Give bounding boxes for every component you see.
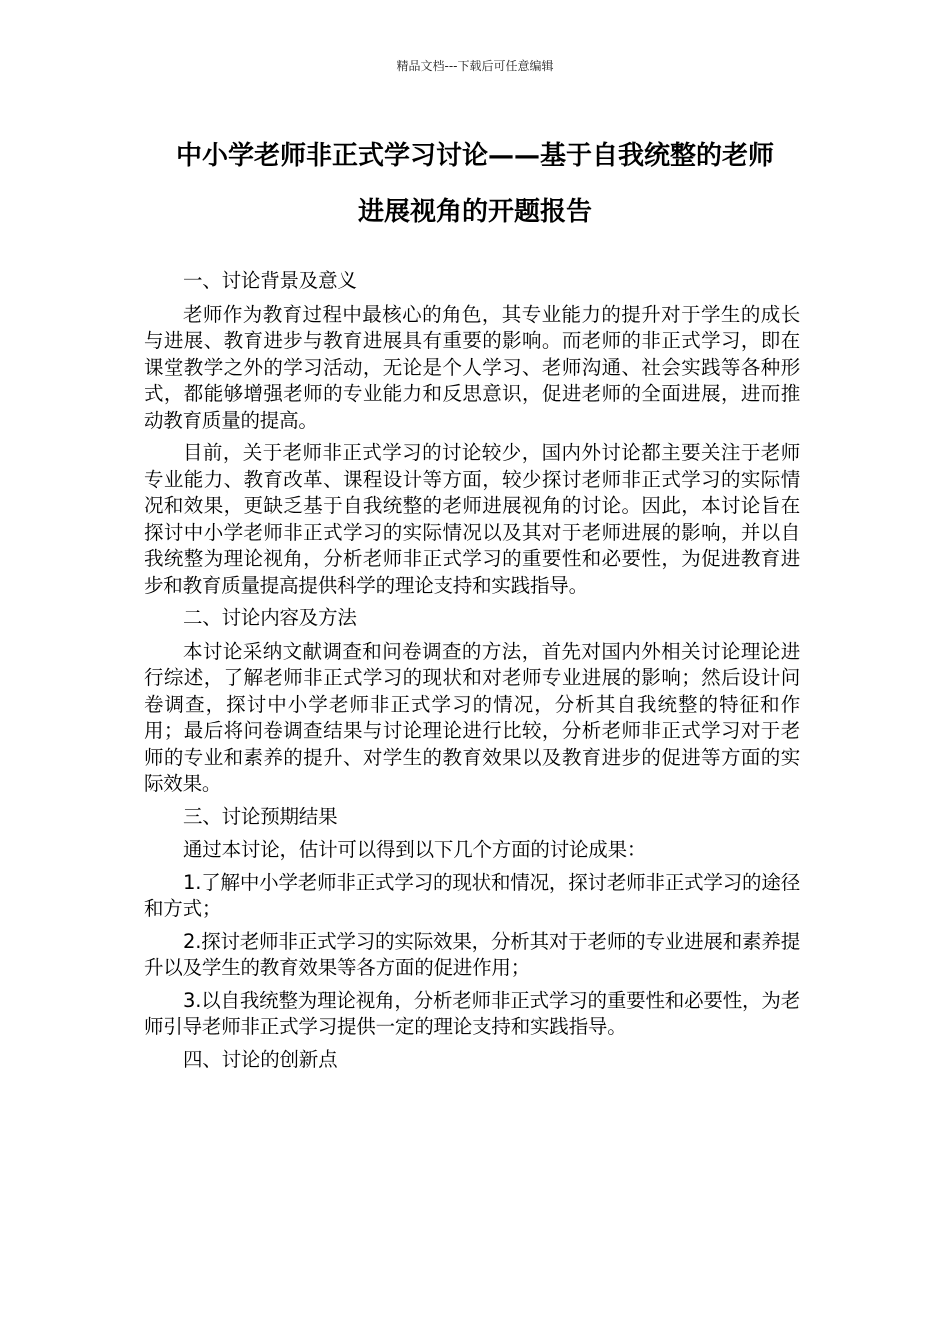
list-item-expected-1: 1.了解中小学老师非正式学习的现状和情况，探讨老师非正式学习的途径和方式；: [144, 870, 800, 920]
paragraph-background-2: 目前，关于老师非正式学习的讨论较少，国内外讨论都主要关注于老师专业能力、教育改革、课程设计等方面，较少探讨老师非正式学习的实际情况和效果，更缺乏基于自我统整的老师进展视角的讨论。因此，本讨论旨在探讨中小学老师非正式学习的实际情况以及其对于老师进展的影响，并以自我统整为理论视角，分析老师非正式学习的重要性和必要性，为促进教育进步和教育质量提高提供科学的理论支持和实践指导。: [144, 441, 800, 597]
section-heading-content-method: 二、讨论内容及方法: [183, 606, 357, 629]
paragraph-expected-intro: 通过本讨论，估计可以得到以下几个方面的讨论成果：: [183, 838, 647, 861]
document-title-line-2: 进展视角的开题报告: [357, 197, 592, 227]
section-heading-innovation: 四、讨论的创新点: [183, 1047, 338, 1071]
paragraph-content-method: 本讨论采纳文献调查和问卷调查的方法，首先对国内外相关讨论理论进行综述，了解老师非正式学习的现状和对老师专业进展的影响；然后设计问卷调查，探讨中小学老师非正式学习的情况，分析其自我统整的特征和作用；最后将问卷调查结果与讨论理论进行比较，分析老师非正式学习对于老师的专业和素养的提升、对学生的教育效果以及教育进步的促进等方面的实际效果。: [144, 639, 800, 795]
paragraph-background-1: 老师作为教育过程中最核心的角色，其专业能力的提升对于学生的成长与进展、教育进步与教育进展具有重要的影响。而老师的非正式学习，即在课堂教学之外的学习活动，无论是个人学习、老师沟通、社会实践等各种形式，都能够增强老师的专业能力和反思意识，促进老师的全面进展，进而推动教育质量的提高。: [144, 302, 800, 432]
page-header-note: 精品文档---下载后可任意编辑: [396, 59, 554, 73]
section-heading-expected-results: 三、讨论预期结果: [183, 804, 338, 828]
document-body: [144, 268, 800, 1080]
list-item-expected-2: 2.探讨老师非正式学习的实际效果，分析其对于老师的专业进展和素养提升以及学生的教育效果等各方面的促进作用；: [144, 929, 800, 979]
document-title-line-1: 中小学老师非正式学习讨论——基于自我统整的老师: [175, 141, 774, 171]
section-heading-background: 一、讨论背景及意义: [183, 269, 357, 292]
list-item-expected-3: 3.以自我统整为理论视角，分析老师非正式学习的重要性和必要性，为老师引导老师非正式学习提供一定的理论支持和实践指导。: [144, 988, 800, 1038]
